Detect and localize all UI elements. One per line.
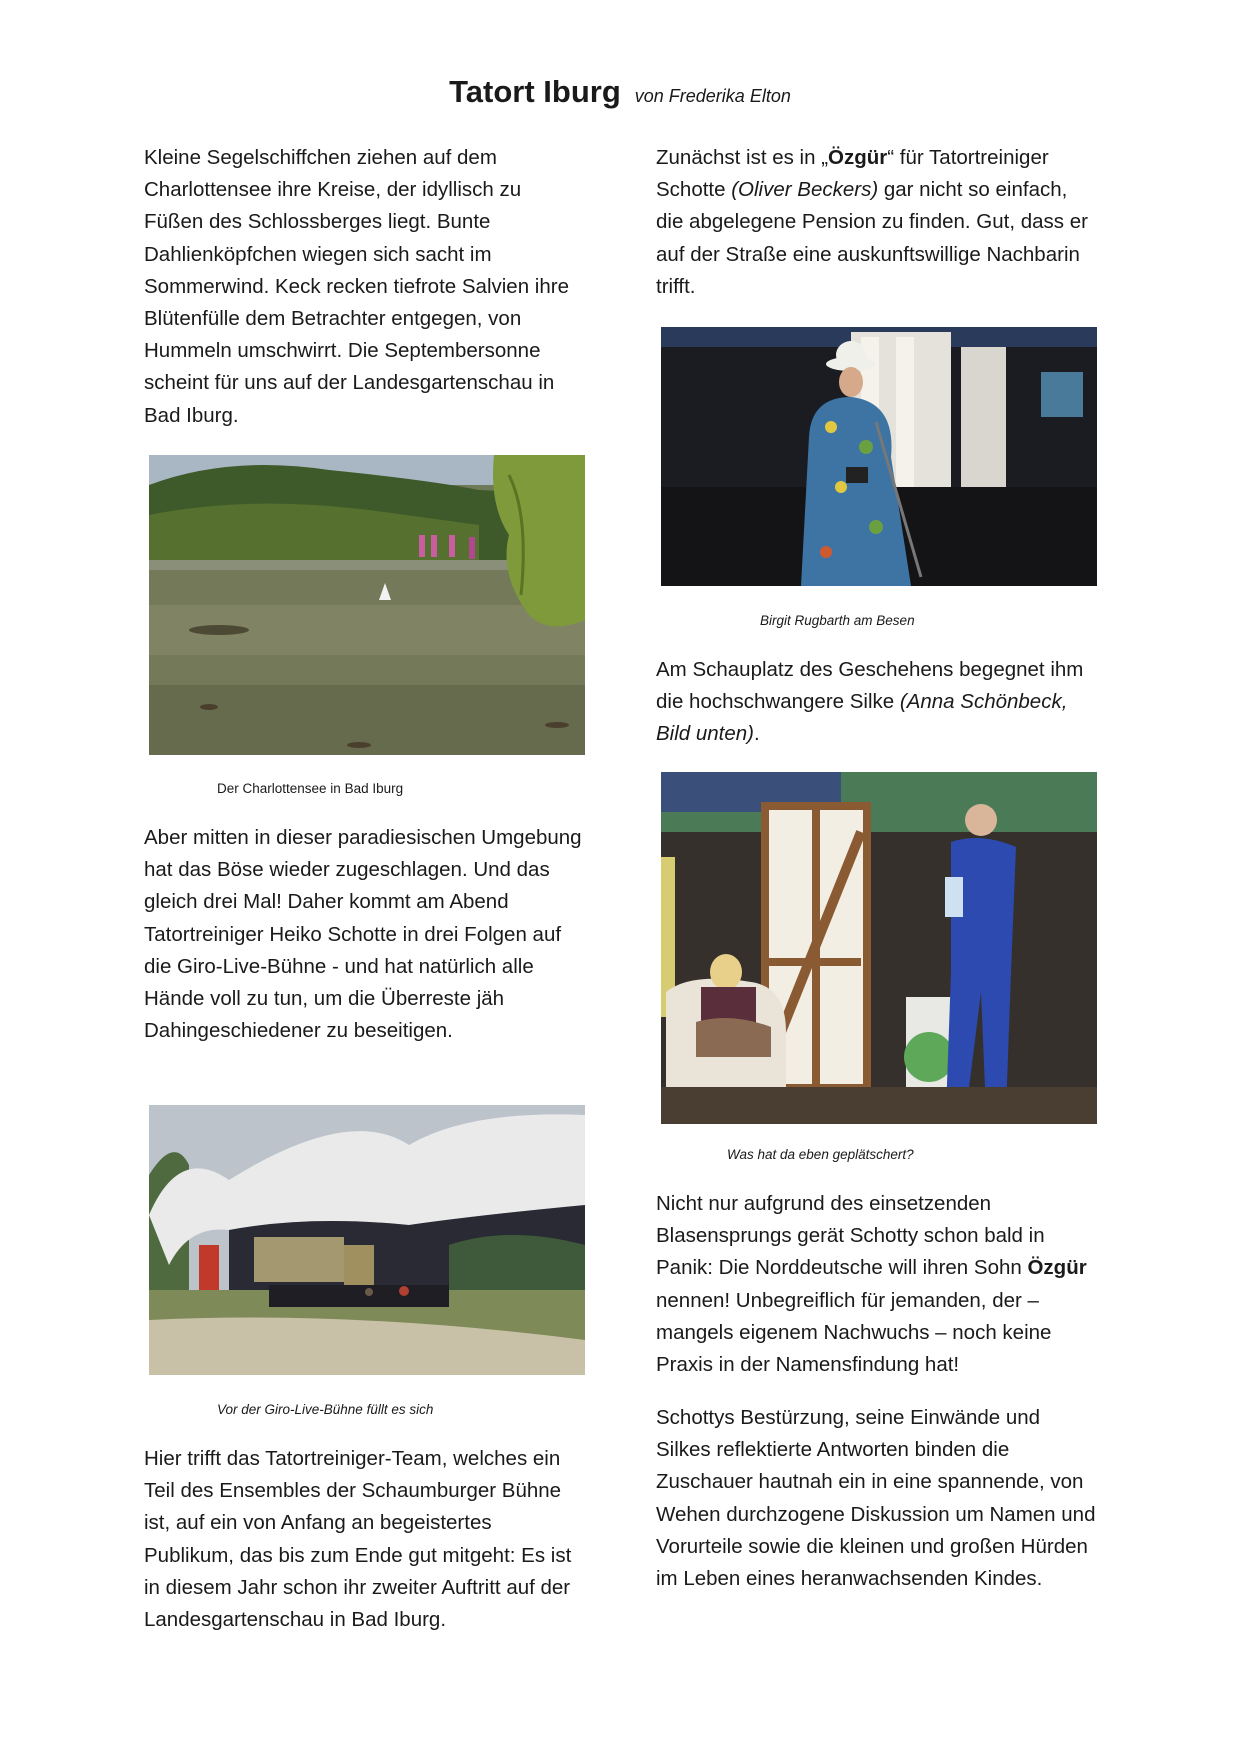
photo-stage-scene [661,772,1097,1124]
photo-birgit-rugbarth [661,327,1097,586]
photo-charlottensee [149,455,585,755]
actor-oliver-beckers: (Oliver Beckers) [731,178,879,202]
caption-birgit-rugbarth: Birgit Rugbarth am Besen [760,613,915,628]
left-paragraph-3: Hier trifft das Tatortreiniger-Team, welches ein Teil des Ensembles der Schaumburger Bühne ist, auf ein von Anfang an begeistertes Publikum, das bis zum Ende gut mitgeht: Es ist in diesem Jahr schon ihr zweiter Auftritt auf der Landesgartenschau in Bad Iburg. [144,1447,572,1632]
name-oezguer-2: Özgür [1027,1256,1087,1280]
caption-stage-scene: Was hat da eben geplätschert? [727,1147,914,1162]
right-paragraph-4: Schottys Bestürzung, seine Einwände und Silkes reflektierte Antworten binden die Zuschauer hautnah ein in eine spannende, von Wehen durchzogene Diskussion um Namen und Vorurteile sowie die kleinen und großen Hürden im Leben eines heranwachsenden Kindes. [656,1406,1096,1591]
caption-charlottensee: Der Charlottensee in Bad Iburg [217,781,404,796]
actor-anna-schoenbeck: (Anna Schönbeck, Bild unten) [656,690,1068,746]
name-oezguer: Özgür [828,146,888,169]
article-title: Tatort Iburg [449,74,621,109]
left-paragraph-2: Aber mitten in dieser paradiesischen Umgebung hat das Böse wieder zugeschlagen. Und das gleich drei Mal! Daher kommt am Abend Tatortreiniger Heiko Schotte in drei Folgen auf die Giro-Live-Bühne - und hat natürlich alle Hände voll zu tun, um die Überreste jäh Dahingeschiedener zu beseitigen. [144,826,582,1043]
right-paragraph-2: Am Schauplatz des Geschehens begegnet ihm die hochschwangere Silke (Anna Schönbeck, Bild unten). [656,658,1084,746]
left-paragraph-1: Kleine Segelschiffchen ziehen auf dem Charlottensee ihre Kreise, der idyllisch zu Füßen des Schlossberges liegt. Bunte Dahlienköpfchen wiegen sich sacht im Sommerwind. Keck recken tiefrote Salvien ihre Blütenfülle dem Betrachter entgegen, von Hummeln umschwirrt. Die Septembersonne scheint für uns auf der Landesgartenschau in Bad Iburg. [144,146,569,427]
photo-giro-live-buehne [149,1105,585,1375]
right-paragraph-3: Nicht nur aufgrund des einsetzenden Blasensprungs gerät Schotty schon bald in Panik: Die Norddeutsche will ihren Sohn Özgür nennen! Unbegreiflich für jemanden, der – mangels eigenem Nachwuchs – noch keine Praxis in der Namensfindung hat! [656,1192,1087,1377]
right-paragraph-1: Zunächst ist es in „Özgür“ für Tatortreiniger Schotte (Oliver Beckers) gar nicht so einfach, die abgelegene Pension zu finden. Gut, dass er auf der Straße eine auskunftswillige Nachbarin trifft. [656,146,1088,298]
article-byline: von Frederika Elton [634,86,791,106]
caption-giro-live-buehne: Vor der Giro-Live-Bühne füllt es sich [217,1402,434,1417]
article-header [0,74,1240,110]
